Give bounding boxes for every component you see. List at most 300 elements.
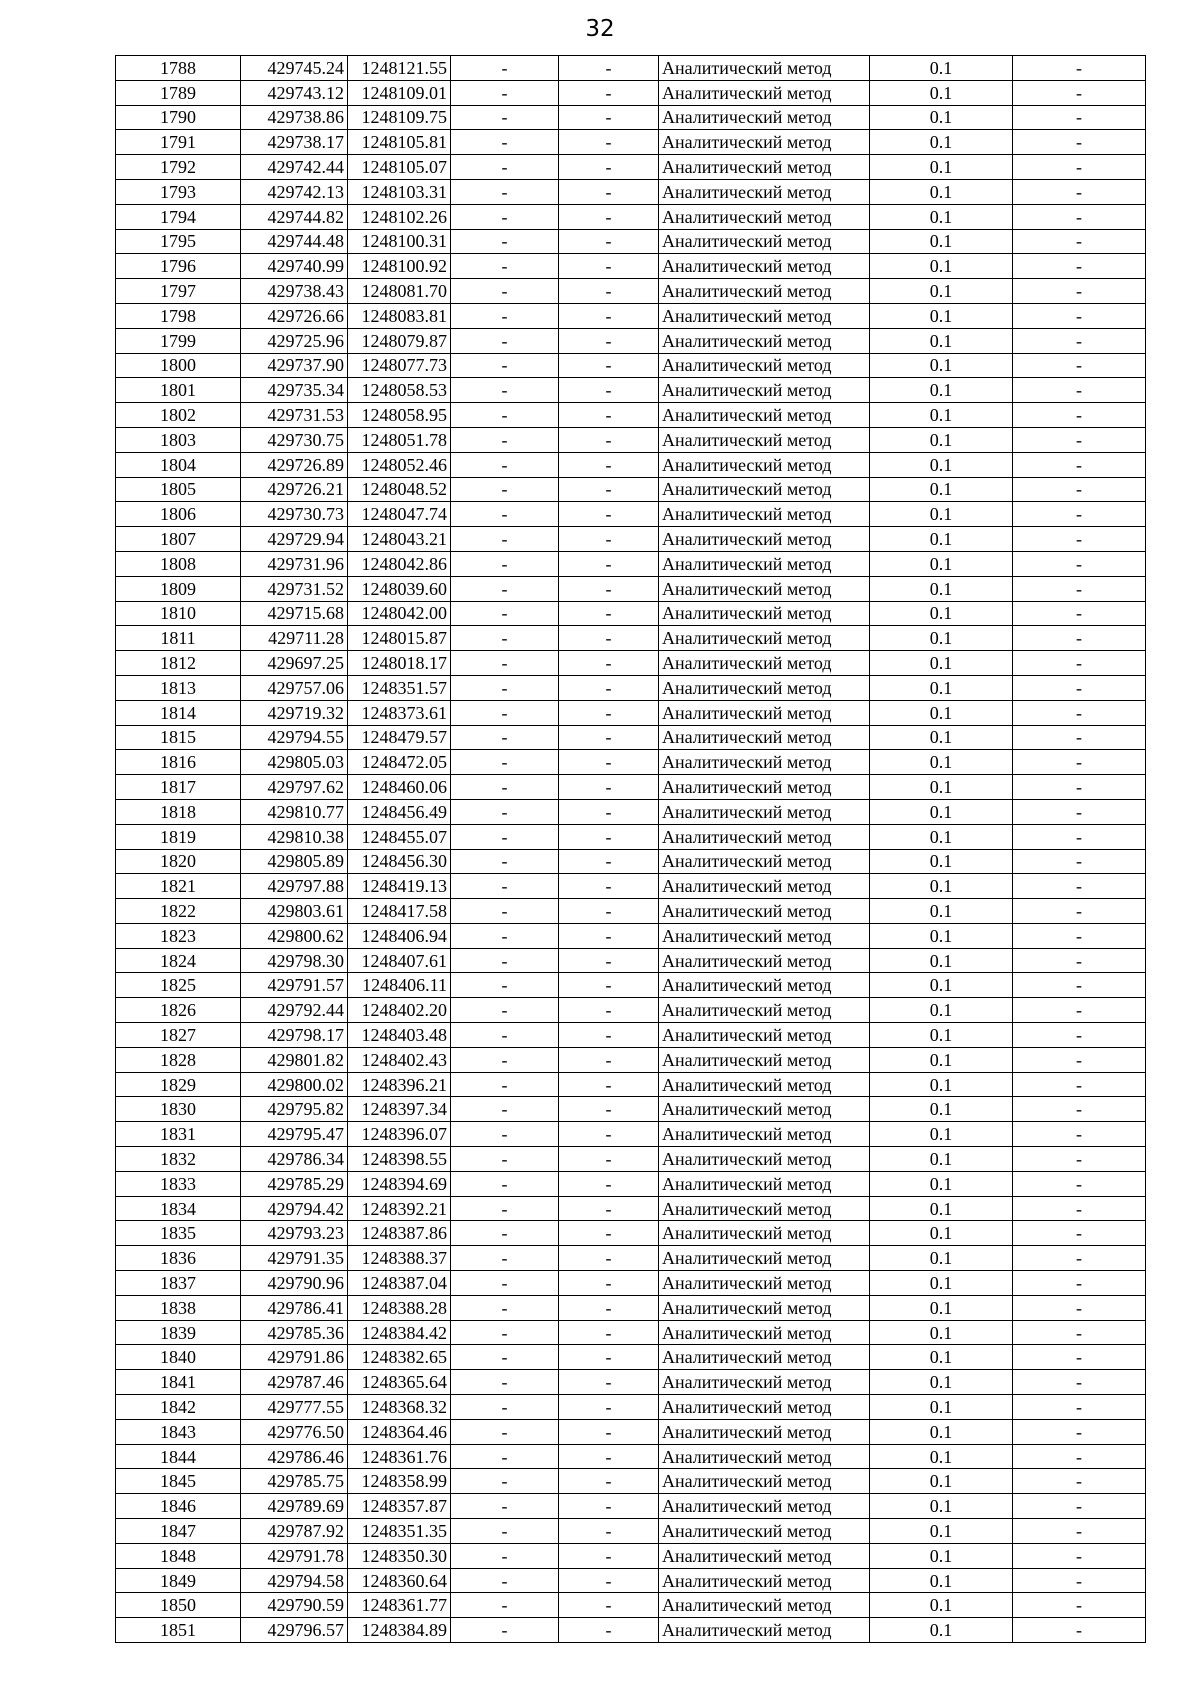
accuracy-cell: 0.1	[870, 1593, 1013, 1618]
method-cell: Аналитический метод	[659, 824, 870, 849]
table-row	[116, 651, 1146, 676]
point-number-cell: 1818	[116, 799, 241, 824]
x-coordinate-cell: 429805.03	[241, 750, 348, 775]
dash-cell: -	[559, 899, 659, 924]
method-cell: Аналитический метод	[659, 254, 870, 279]
point-number-cell: 1805	[116, 477, 241, 502]
dash-cell: -	[1013, 56, 1146, 81]
dash-cell: -	[1013, 1097, 1146, 1122]
dash-cell: -	[559, 601, 659, 626]
accuracy-cell: 0.1	[870, 155, 1013, 180]
dash-cell: -	[559, 56, 659, 81]
accuracy-cell: 0.1	[870, 1469, 1013, 1494]
dash-cell: -	[1013, 824, 1146, 849]
dash-cell: -	[451, 1345, 559, 1370]
table-row	[116, 601, 1146, 626]
dash-cell: -	[1013, 1295, 1146, 1320]
y-coordinate-cell: 1248419.13	[348, 874, 451, 899]
dash-cell: -	[1013, 1494, 1146, 1519]
dash-cell: -	[559, 750, 659, 775]
point-number-cell: 1845	[116, 1469, 241, 1494]
dash-cell: -	[451, 80, 559, 105]
table-row	[116, 973, 1146, 998]
dash-cell: -	[1013, 551, 1146, 576]
x-coordinate-cell: 429786.34	[241, 1147, 348, 1172]
y-coordinate-cell: 1248042.86	[348, 551, 451, 576]
method-cell: Аналитический метод	[659, 651, 870, 676]
x-coordinate-cell: 429790.59	[241, 1593, 348, 1618]
table-row	[116, 353, 1146, 378]
dash-cell: -	[451, 1568, 559, 1593]
table-row	[116, 700, 1146, 725]
x-coordinate-cell: 429726.21	[241, 477, 348, 502]
method-cell: Аналитический метод	[659, 1196, 870, 1221]
point-number-cell: 1791	[116, 130, 241, 155]
x-coordinate-cell: 429797.88	[241, 874, 348, 899]
dash-cell: -	[559, 80, 659, 105]
x-coordinate-cell: 429805.89	[241, 849, 348, 874]
method-cell: Аналитический метод	[659, 1419, 870, 1444]
dash-cell: -	[1013, 775, 1146, 800]
table-row	[116, 923, 1146, 948]
dash-cell: -	[1013, 80, 1146, 105]
dash-cell: -	[451, 1469, 559, 1494]
point-number-cell: 1800	[116, 353, 241, 378]
point-number-cell: 1807	[116, 527, 241, 552]
dash-cell: -	[451, 551, 559, 576]
accuracy-cell: 0.1	[870, 576, 1013, 601]
table-body	[116, 56, 1146, 1643]
dash-cell: -	[451, 403, 559, 428]
method-cell: Аналитический метод	[659, 56, 870, 81]
accuracy-cell: 0.1	[870, 427, 1013, 452]
y-coordinate-cell: 1248382.65	[348, 1345, 451, 1370]
dash-cell: -	[1013, 353, 1146, 378]
dash-cell: -	[451, 775, 559, 800]
point-number-cell: 1847	[116, 1519, 241, 1544]
accuracy-cell: 0.1	[870, 105, 1013, 130]
point-number-cell: 1792	[116, 155, 241, 180]
x-coordinate-cell: 429800.62	[241, 923, 348, 948]
y-coordinate-cell: 1248384.42	[348, 1320, 451, 1345]
dash-cell: -	[1013, 849, 1146, 874]
table-row	[116, 1320, 1146, 1345]
accuracy-cell: 0.1	[870, 700, 1013, 725]
accuracy-cell: 0.1	[870, 477, 1013, 502]
dash-cell: -	[1013, 1469, 1146, 1494]
dash-cell: -	[451, 303, 559, 328]
point-number-cell: 1843	[116, 1419, 241, 1444]
method-cell: Аналитический метод	[659, 601, 870, 626]
x-coordinate-cell: 429798.30	[241, 948, 348, 973]
dash-cell: -	[1013, 105, 1146, 130]
dash-cell: -	[451, 1519, 559, 1544]
table-row	[116, 1047, 1146, 1072]
table-row	[116, 849, 1146, 874]
y-coordinate-cell: 1248387.04	[348, 1271, 451, 1296]
accuracy-cell: 0.1	[870, 1444, 1013, 1469]
accuracy-cell: 0.1	[870, 998, 1013, 1023]
dash-cell: -	[451, 1320, 559, 1345]
x-coordinate-cell: 429731.52	[241, 576, 348, 601]
dash-cell: -	[559, 1047, 659, 1072]
accuracy-cell: 0.1	[870, 1494, 1013, 1519]
table-row	[116, 551, 1146, 576]
table-row	[116, 179, 1146, 204]
dash-cell: -	[1013, 303, 1146, 328]
accuracy-cell: 0.1	[870, 824, 1013, 849]
table-row	[116, 1171, 1146, 1196]
dash-cell: -	[451, 279, 559, 304]
dash-cell: -	[1013, 1543, 1146, 1568]
point-number-cell: 1828	[116, 1047, 241, 1072]
table-row	[116, 1023, 1146, 1048]
accuracy-cell: 0.1	[870, 675, 1013, 700]
dash-cell: -	[451, 1171, 559, 1196]
table-row	[116, 1618, 1146, 1643]
method-cell: Аналитический метод	[659, 998, 870, 1023]
dash-cell: -	[451, 502, 559, 527]
table-row	[116, 1469, 1146, 1494]
dash-cell: -	[1013, 155, 1146, 180]
y-coordinate-cell: 1248402.43	[348, 1047, 451, 1072]
dash-cell: -	[451, 1395, 559, 1420]
method-cell: Аналитический метод	[659, 427, 870, 452]
accuracy-cell: 0.1	[870, 1246, 1013, 1271]
dash-cell: -	[559, 229, 659, 254]
table-row	[116, 1593, 1146, 1618]
dash-cell: -	[559, 874, 659, 899]
accuracy-cell: 0.1	[870, 1072, 1013, 1097]
method-cell: Аналитический метод	[659, 849, 870, 874]
accuracy-cell: 0.1	[870, 130, 1013, 155]
method-cell: Аналитический метод	[659, 1221, 870, 1246]
dash-cell: -	[451, 1295, 559, 1320]
accuracy-cell: 0.1	[870, 1320, 1013, 1345]
y-coordinate-cell: 1248360.64	[348, 1568, 451, 1593]
dash-cell: -	[451, 477, 559, 502]
dash-cell: -	[451, 899, 559, 924]
method-cell: Аналитический метод	[659, 1345, 870, 1370]
table-row	[116, 1196, 1146, 1221]
y-coordinate-cell: 1248396.07	[348, 1122, 451, 1147]
point-number-cell: 1833	[116, 1171, 241, 1196]
dash-cell: -	[1013, 229, 1146, 254]
method-cell: Аналитический метод	[659, 973, 870, 998]
dash-cell: -	[1013, 1370, 1146, 1395]
accuracy-cell: 0.1	[870, 1023, 1013, 1048]
dash-cell: -	[1013, 750, 1146, 775]
dash-cell: -	[559, 303, 659, 328]
accuracy-cell: 0.1	[870, 452, 1013, 477]
point-number-cell: 1815	[116, 725, 241, 750]
y-coordinate-cell: 1248364.46	[348, 1419, 451, 1444]
x-coordinate-cell: 429792.44	[241, 998, 348, 1023]
table-row	[116, 204, 1146, 229]
method-cell: Аналитический метод	[659, 105, 870, 130]
y-coordinate-cell: 1248365.64	[348, 1370, 451, 1395]
dash-cell: -	[559, 155, 659, 180]
dash-cell: -	[559, 626, 659, 651]
method-cell: Аналитический метод	[659, 1568, 870, 1593]
method-cell: Аналитический метод	[659, 725, 870, 750]
point-number-cell: 1830	[116, 1097, 241, 1122]
dash-cell: -	[559, 279, 659, 304]
dash-cell: -	[559, 1122, 659, 1147]
method-cell: Аналитический метод	[659, 328, 870, 353]
method-cell: Аналитический метод	[659, 229, 870, 254]
table-row	[116, 130, 1146, 155]
method-cell: Аналитический метод	[659, 700, 870, 725]
dash-cell: -	[559, 502, 659, 527]
table-row	[116, 1271, 1146, 1296]
dash-cell: -	[451, 1147, 559, 1172]
dash-cell: -	[451, 179, 559, 204]
method-cell: Аналитический метод	[659, 1246, 870, 1271]
dash-cell: -	[1013, 452, 1146, 477]
dash-cell: -	[451, 725, 559, 750]
x-coordinate-cell: 429793.23	[241, 1221, 348, 1246]
point-number-cell: 1798	[116, 303, 241, 328]
dash-cell: -	[559, 948, 659, 973]
dash-cell: -	[1013, 1419, 1146, 1444]
method-cell: Аналитический метод	[659, 899, 870, 924]
dash-cell: -	[559, 1395, 659, 1420]
dash-cell: -	[451, 874, 559, 899]
dash-cell: -	[559, 675, 659, 700]
point-number-cell: 1825	[116, 973, 241, 998]
method-cell: Аналитический метод	[659, 353, 870, 378]
dash-cell: -	[559, 775, 659, 800]
dash-cell: -	[559, 1568, 659, 1593]
y-coordinate-cell: 1248079.87	[348, 328, 451, 353]
y-coordinate-cell: 1248394.69	[348, 1171, 451, 1196]
method-cell: Аналитический метод	[659, 204, 870, 229]
y-coordinate-cell: 1248048.52	[348, 477, 451, 502]
accuracy-cell: 0.1	[870, 1395, 1013, 1420]
accuracy-cell: 0.1	[870, 1122, 1013, 1147]
coordinates-table	[115, 55, 1146, 1643]
dash-cell: -	[1013, 601, 1146, 626]
accuracy-cell: 0.1	[870, 1147, 1013, 1172]
point-number-cell: 1801	[116, 378, 241, 403]
dash-cell: -	[559, 1419, 659, 1444]
dash-cell: -	[1013, 1196, 1146, 1221]
dash-cell: -	[1013, 1444, 1146, 1469]
dash-cell: -	[1013, 1519, 1146, 1544]
accuracy-cell: 0.1	[870, 948, 1013, 973]
dash-cell: -	[559, 651, 659, 676]
x-coordinate-cell: 429776.50	[241, 1419, 348, 1444]
accuracy-cell: 0.1	[870, 601, 1013, 626]
x-coordinate-cell: 429730.73	[241, 502, 348, 527]
table-row	[116, 799, 1146, 824]
point-number-cell: 1837	[116, 1271, 241, 1296]
dash-cell: -	[451, 675, 559, 700]
dash-cell: -	[559, 1593, 659, 1618]
dash-cell: -	[1013, 1271, 1146, 1296]
accuracy-cell: 0.1	[870, 303, 1013, 328]
dash-cell: -	[559, 1196, 659, 1221]
x-coordinate-cell: 429738.43	[241, 279, 348, 304]
point-number-cell: 1841	[116, 1370, 241, 1395]
dash-cell: -	[1013, 1618, 1146, 1643]
x-coordinate-cell: 429777.55	[241, 1395, 348, 1420]
point-number-cell: 1824	[116, 948, 241, 973]
point-number-cell: 1797	[116, 279, 241, 304]
dash-cell: -	[451, 1221, 559, 1246]
dash-cell: -	[1013, 378, 1146, 403]
point-number-cell: 1821	[116, 874, 241, 899]
y-coordinate-cell: 1248406.94	[348, 923, 451, 948]
x-coordinate-cell: 429711.28	[241, 626, 348, 651]
dash-cell: -	[559, 1494, 659, 1519]
y-coordinate-cell: 1248392.21	[348, 1196, 451, 1221]
dash-cell: -	[1013, 1122, 1146, 1147]
x-coordinate-cell: 429810.38	[241, 824, 348, 849]
accuracy-cell: 0.1	[870, 1097, 1013, 1122]
y-coordinate-cell: 1248058.95	[348, 403, 451, 428]
point-number-cell: 1832	[116, 1147, 241, 1172]
table-row	[116, 626, 1146, 651]
accuracy-cell: 0.1	[870, 527, 1013, 552]
accuracy-cell: 0.1	[870, 56, 1013, 81]
dash-cell: -	[559, 254, 659, 279]
dash-cell: -	[451, 204, 559, 229]
x-coordinate-cell: 429800.02	[241, 1072, 348, 1097]
y-coordinate-cell: 1248109.01	[348, 80, 451, 105]
dash-cell: -	[1013, 1345, 1146, 1370]
x-coordinate-cell: 429726.89	[241, 452, 348, 477]
x-coordinate-cell: 429730.75	[241, 427, 348, 452]
y-coordinate-cell: 1248472.05	[348, 750, 451, 775]
x-coordinate-cell: 429791.78	[241, 1543, 348, 1568]
point-number-cell: 1836	[116, 1246, 241, 1271]
x-coordinate-cell: 429785.75	[241, 1469, 348, 1494]
table-row	[116, 1519, 1146, 1544]
dash-cell: -	[1013, 403, 1146, 428]
y-coordinate-cell: 1248039.60	[348, 576, 451, 601]
table-row	[116, 1568, 1146, 1593]
dash-cell: -	[451, 427, 559, 452]
x-coordinate-cell: 429742.44	[241, 155, 348, 180]
table-row	[116, 527, 1146, 552]
table-row	[116, 874, 1146, 899]
method-cell: Аналитический метод	[659, 1047, 870, 1072]
dash-cell: -	[451, 1271, 559, 1296]
table-row	[116, 750, 1146, 775]
point-number-cell: 1840	[116, 1345, 241, 1370]
point-number-cell: 1799	[116, 328, 241, 353]
table-row	[116, 303, 1146, 328]
y-coordinate-cell: 1248402.20	[348, 998, 451, 1023]
dash-cell: -	[451, 1023, 559, 1048]
dash-cell: -	[1013, 998, 1146, 1023]
dash-cell: -	[1013, 1395, 1146, 1420]
accuracy-cell: 0.1	[870, 328, 1013, 353]
dash-cell: -	[559, 378, 659, 403]
dash-cell: -	[451, 1593, 559, 1618]
dash-cell: -	[451, 1494, 559, 1519]
table-row	[116, 1147, 1146, 1172]
y-coordinate-cell: 1248387.86	[348, 1221, 451, 1246]
point-number-cell: 1806	[116, 502, 241, 527]
method-cell: Аналитический метод	[659, 477, 870, 502]
accuracy-cell: 0.1	[870, 1221, 1013, 1246]
table-row	[116, 675, 1146, 700]
y-coordinate-cell: 1248109.75	[348, 105, 451, 130]
accuracy-cell: 0.1	[870, 874, 1013, 899]
dash-cell: -	[1013, 1568, 1146, 1593]
accuracy-cell: 0.1	[870, 279, 1013, 304]
y-coordinate-cell: 1248407.61	[348, 948, 451, 973]
dash-cell: -	[451, 750, 559, 775]
dash-cell: -	[559, 1370, 659, 1395]
method-cell: Аналитический метод	[659, 923, 870, 948]
dash-cell: -	[559, 1097, 659, 1122]
table-row	[116, 1395, 1146, 1420]
method-cell: Аналитический метод	[659, 576, 870, 601]
dash-cell: -	[559, 1543, 659, 1568]
table-row	[116, 725, 1146, 750]
dash-cell: -	[1013, 477, 1146, 502]
dash-cell: -	[1013, 1147, 1146, 1172]
x-coordinate-cell: 429697.25	[241, 651, 348, 676]
x-coordinate-cell: 429786.41	[241, 1295, 348, 1320]
dash-cell: -	[1013, 130, 1146, 155]
dash-cell: -	[1013, 204, 1146, 229]
dash-cell: -	[559, 824, 659, 849]
x-coordinate-cell: 429735.34	[241, 378, 348, 403]
accuracy-cell: 0.1	[870, 923, 1013, 948]
method-cell: Аналитический метод	[659, 80, 870, 105]
table-row	[116, 378, 1146, 403]
point-number-cell: 1849	[116, 1568, 241, 1593]
point-number-cell: 1823	[116, 923, 241, 948]
point-number-cell: 1796	[116, 254, 241, 279]
y-coordinate-cell: 1248058.53	[348, 378, 451, 403]
dash-cell: -	[451, 328, 559, 353]
table-row	[116, 452, 1146, 477]
x-coordinate-cell: 429738.86	[241, 105, 348, 130]
dash-cell: -	[451, 1246, 559, 1271]
table-row	[116, 1072, 1146, 1097]
y-coordinate-cell: 1248456.30	[348, 849, 451, 874]
x-coordinate-cell: 429801.82	[241, 1047, 348, 1072]
dash-cell: -	[559, 1295, 659, 1320]
accuracy-cell: 0.1	[870, 80, 1013, 105]
accuracy-cell: 0.1	[870, 1345, 1013, 1370]
point-number-cell: 1846	[116, 1494, 241, 1519]
dash-cell: -	[559, 973, 659, 998]
x-coordinate-cell: 429798.17	[241, 1023, 348, 1048]
x-coordinate-cell: 429787.46	[241, 1370, 348, 1395]
method-cell: Аналитический метод	[659, 1370, 870, 1395]
y-coordinate-cell: 1248051.78	[348, 427, 451, 452]
accuracy-cell: 0.1	[870, 1047, 1013, 1072]
point-number-cell: 1810	[116, 601, 241, 626]
dash-cell: -	[1013, 675, 1146, 700]
dash-cell: -	[1013, 1221, 1146, 1246]
dash-cell: -	[559, 1072, 659, 1097]
dash-cell: -	[559, 1618, 659, 1643]
method-cell: Аналитический метод	[659, 1295, 870, 1320]
point-number-cell: 1829	[116, 1072, 241, 1097]
y-coordinate-cell: 1248460.06	[348, 775, 451, 800]
dash-cell: -	[1013, 874, 1146, 899]
table-row	[116, 1444, 1146, 1469]
dash-cell: -	[451, 1370, 559, 1395]
